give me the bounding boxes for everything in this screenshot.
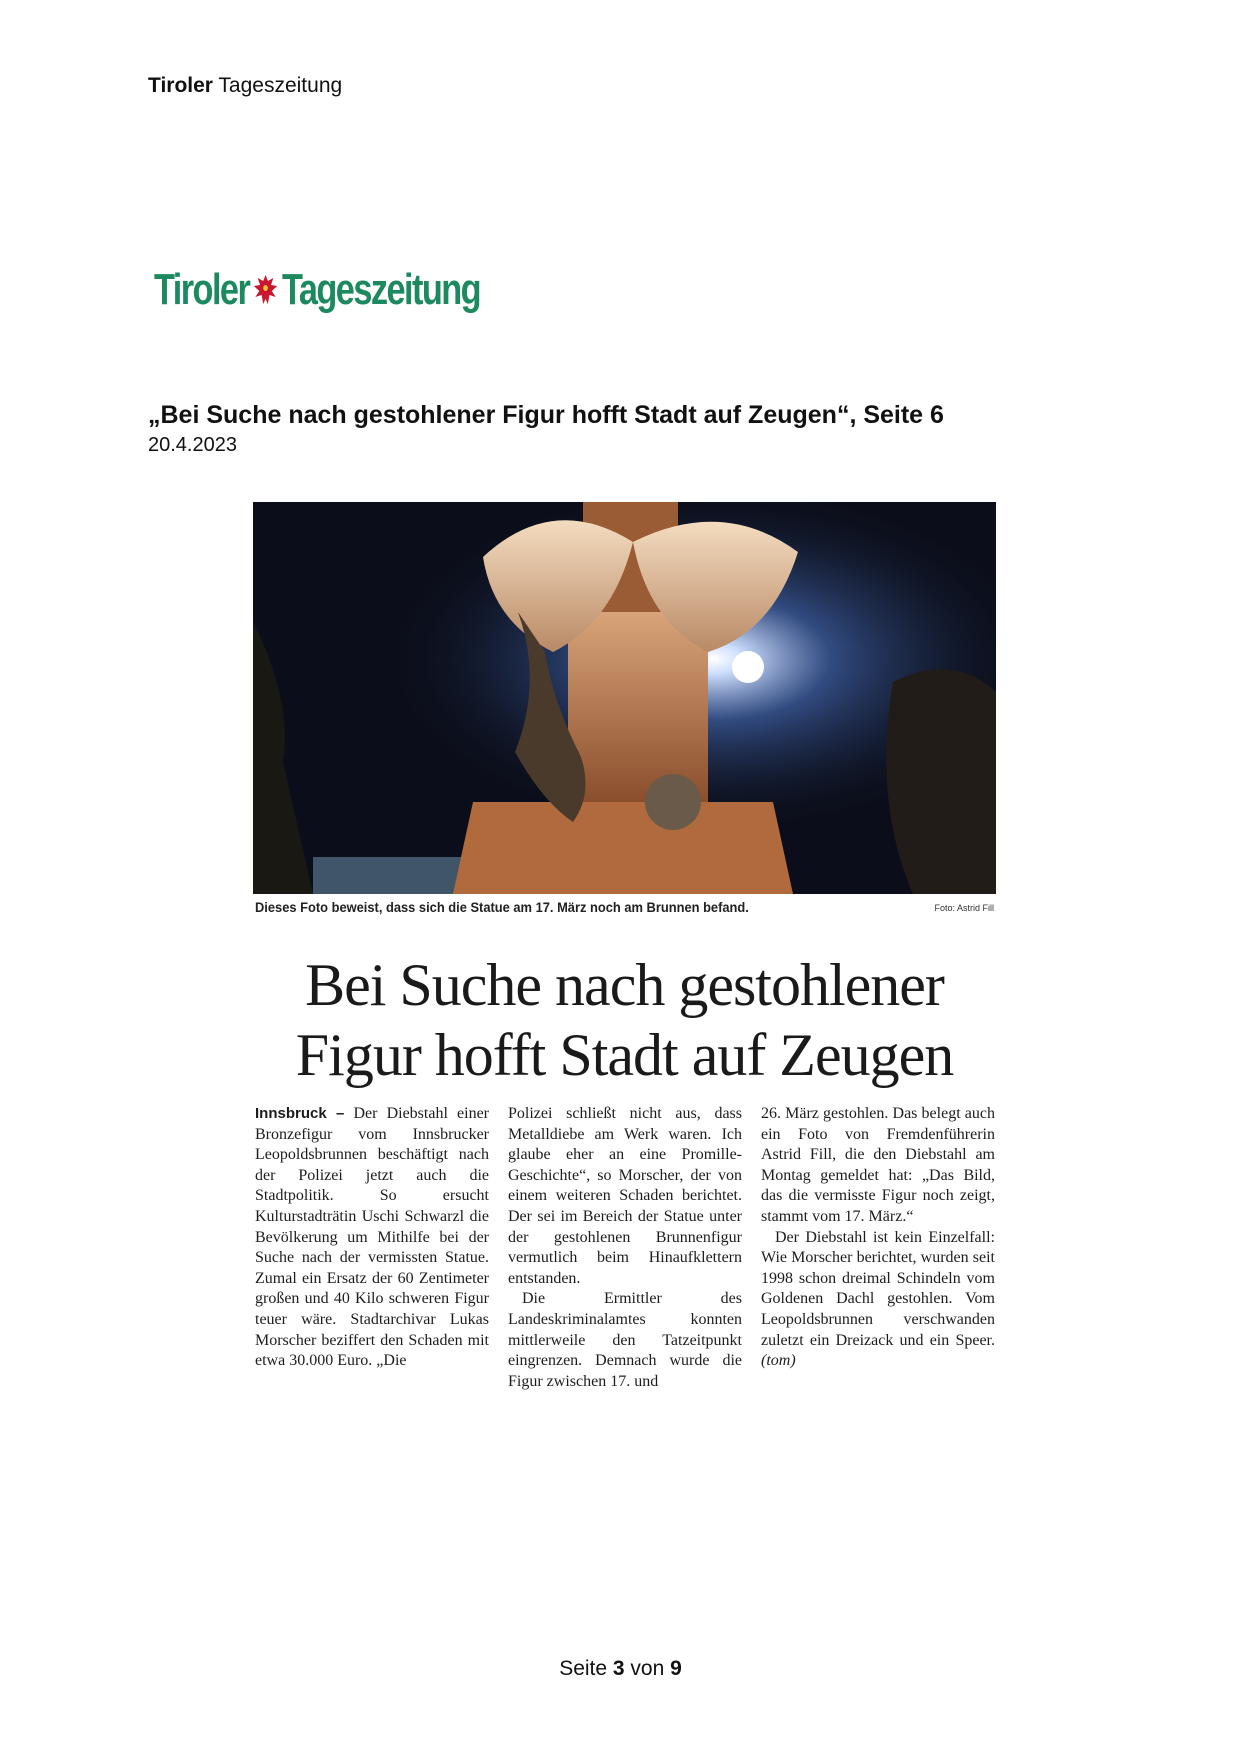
dateline: Innsbruck – [255, 1105, 345, 1122]
article-column-3 [761, 1104, 995, 1372]
column-1-text: Der Diebstahl einer Bronzefigur vom Innsbrucker Leopoldsbrunnen beschäftigt nach der Polizei jetzt auch die Stadtpolitik. So ersucht Kulturstadträtin Uschi Schwarzl die Bevölkerung um Mithilfe bei der Suche nach der vermissten Statue. Zumal ein Ersatz der 60 Zentimeter großen und 40 Kilo schweren Figur teuer wäre. Stadtarchivar Lukas Morscher beziffert den Schaden mit etwa 30.000 Euro. „Die [255, 1105, 489, 1370]
fountain-photo [253, 502, 996, 894]
footer-middle: von [624, 1657, 671, 1680]
column-2-paragraph-1: Polizei schließt nicht aus, dass Metalldiebe am Werk waren. Ich glaube eher an eine Promille-Geschichte“, so Morscher, der von einem weiteren Schaden berichtet. Der sei im Bereich der Statue unter der gestohlenen Brunnenfigur vermutlich beim Hinaufklettern entstanden. [508, 1105, 742, 1287]
footer-prefix: Seite [559, 1657, 613, 1680]
headline-line-1: Bei Suche nach gestohlener [305, 952, 944, 1018]
header-brand [148, 74, 342, 98]
tyrolean-eagle-icon [252, 272, 279, 308]
brand-bold: Tiroler [148, 74, 213, 97]
author-tag: (tom) [761, 1352, 796, 1370]
brand-rest: Tageszeitung [212, 74, 343, 97]
footer-current-page: 3 [612, 1657, 625, 1680]
clipping-date: 20.4.2023 [148, 434, 237, 456]
column-3-paragraph-2: Der Diebstahl ist kein Einzelfall: Wie Morscher berichtet, wurden seit 1998 schon dreimal Schindeln vom Goldenen Dachl gestohlen. Vom Leopoldsbrunnen verschwanden zuletzt ein Dreizack und ein Speer. [761, 1228, 995, 1349]
logo-right-word: Tageszeitung [282, 265, 481, 314]
photo-credit: Foto: Astrid Fill [934, 903, 994, 913]
clipping-title: „Bei Suche nach gestohlener Figur hofft Stadt auf Zeugen“, Seite 6 [148, 401, 944, 429]
column-3-paragraph-1: 26. März gestohlen. Das belegt auch ein Foto von Fremdenführerin Astrid Fill, die den Diebstahl am Montag gemeldet hat: „Das Bild, das die vermisste Figur noch zeigt, stammt vom 17. März.“ [761, 1105, 995, 1225]
caption-text: Dieses Foto beweist, dass sich die Statue am 17. März noch am Brunnen befand. [255, 899, 749, 915]
newspaper-logo [154, 262, 480, 318]
fountain-night-image [253, 502, 996, 894]
article-column-2 [508, 1104, 742, 1392]
column-2-paragraph-2: Die Ermittler des Landeskriminalamtes konnten mittlerweile den Tatzeitpunkt eingrenzen. Demnach wurde die Figur zwischen 17. und [508, 1290, 742, 1390]
article-column-1 [255, 1104, 489, 1372]
article-headline [253, 950, 996, 1090]
logo-left-word: Tiroler [154, 265, 250, 314]
footer-total-pages: 9 [670, 1657, 682, 1680]
page-footer [0, 1657, 1241, 1681]
photo-caption [255, 899, 996, 919]
headline-line-2: Figur hofft Stadt auf Zeugen [295, 1022, 954, 1088]
